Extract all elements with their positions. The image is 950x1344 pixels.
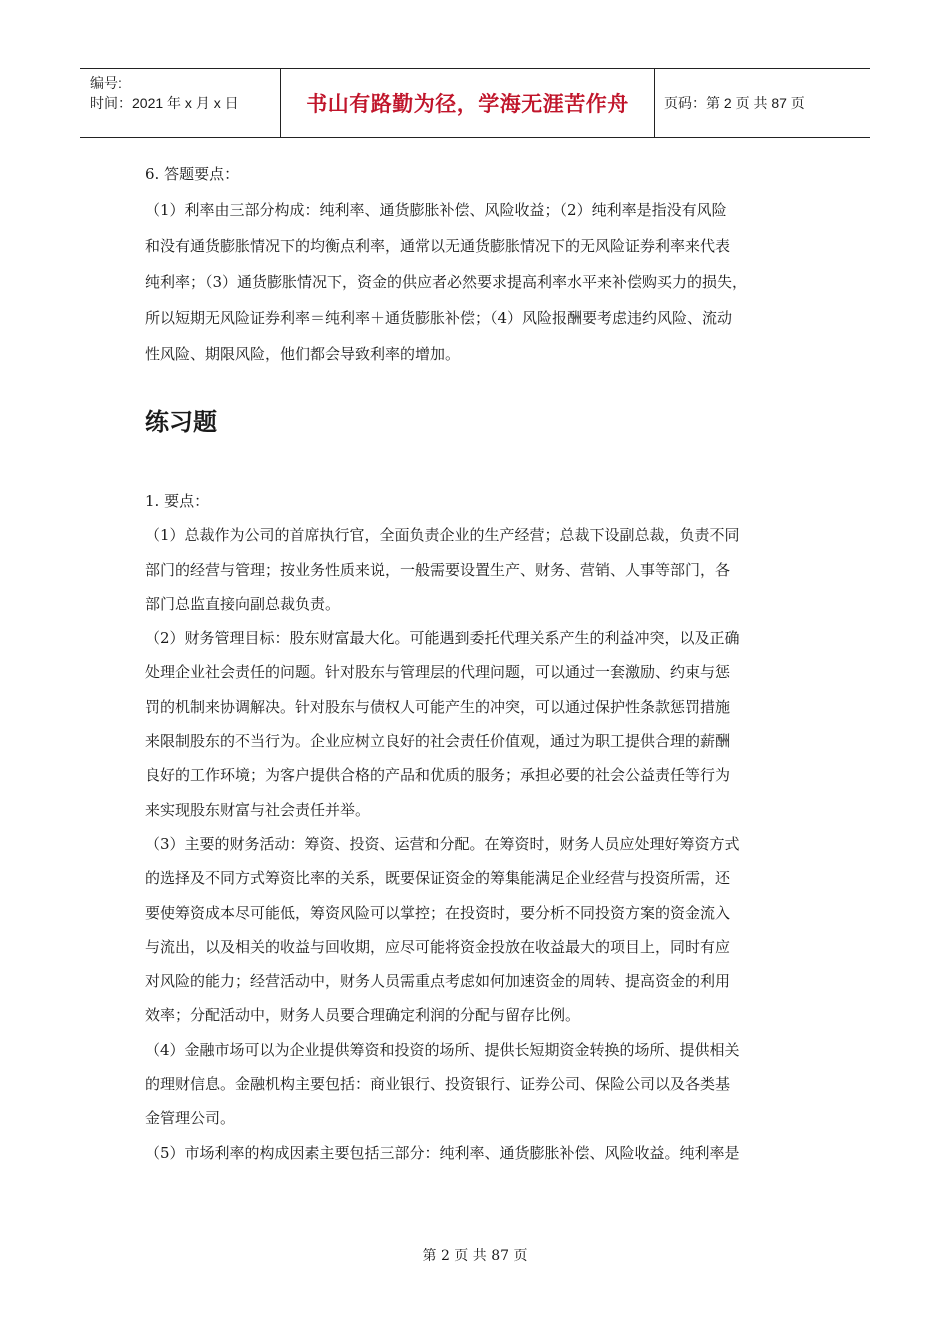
paragraph-line: （3）主要的财务活动：筹资、投资、运营和分配。在筹资时，财务人员应处理好筹资方式 — [145, 834, 740, 853]
paragraph-line: 所以短期无风险证券利率＝纯利率＋通货膨胀补偿；（4）风险报酬要考虑违约风险、流动 — [145, 309, 733, 327]
paragraph-line: 部门的经营与管理；按业务性质来说，一般需要设置生产、财务、营销、人事等部门，各 — [145, 560, 731, 579]
paragraph-line: 效率；分配活动中，财务人员要合理确定利润的分配与留存比例。 — [145, 1006, 581, 1025]
answer-points-block — [145, 156, 810, 372]
paragraph-line: 罚的机制来协调解决。针对股东与债权人可能产生的冲突，可以通过保护性条款惩罚措施 — [145, 697, 731, 716]
footer-page-number: 第 2 页 共 87 页 — [422, 1248, 528, 1264]
section-title: 练习题 — [145, 408, 217, 436]
paragraph-line: 良好的工作环境；为客户提供合格的产品和优质的服务；承担必要的社会公益责任等行为 — [145, 766, 731, 785]
paragraph-line: （5）市场利率的构成因素主要包括三部分：纯利率、通货膨胀补偿、风险收益。纯利率是 — [145, 1143, 740, 1162]
paragraph-line: 的选择及不同方式筹资比率的关系，既要保证资金的筹集能满足企业经营与投资所需，还 — [145, 869, 731, 888]
paragraph-line: （4）金融市场可以为企业提供筹资和投资的场所、提供长短期资金转换的场所、提供相关 — [145, 1040, 740, 1059]
exercise-block — [145, 484, 810, 1170]
header-motto-cell — [281, 69, 655, 137]
document-date: 时间：2021 年 x 月 x 日 — [90, 95, 239, 111]
page-footer — [0, 1246, 950, 1266]
paragraph-line: 来实现股东财富与社会责任并举。 — [145, 800, 371, 819]
paragraph-line: 部门总监直接向副总裁负责。 — [145, 594, 341, 613]
paragraph-line: 1. 要点： — [145, 492, 210, 510]
paragraph-line: 和没有通货膨胀情况下的均衡点利率，通常以无通货膨胀情况下的无风险证券利率来代表 — [145, 237, 731, 255]
document-number-label: 编号: — [90, 75, 122, 91]
paragraph-line: 要使筹资成本尽可能低，筹资风险可以掌控；在投资时，要分析不同投资方案的资金流入 — [145, 903, 731, 922]
paragraph-line: 金管理公司。 — [145, 1109, 236, 1128]
header-motto: 书山有路勤为径，学海无涯苦作舟 — [306, 92, 629, 116]
paragraph-line: 的理财信息。金融机构主要包括：商业银行、投资银行、证券公司、保险公司以及各类基 — [145, 1075, 731, 1094]
paragraph-line: （2）财务管理目标：股东财富最大化。可能遇到委托代理关系产生的利益冲突，以及正确 — [145, 629, 740, 648]
paragraph-line: 性风险、期限风险，他们都会导致利率的增加。 — [145, 345, 461, 363]
paragraph-line: （1）利率由三部分构成：纯利率、通货膨胀补偿、风险收益；（2）纯利率是指没有风险 — [145, 201, 727, 219]
paragraph-line: 6. 答题要点： — [145, 165, 240, 183]
header-page-info: 页码：第 2 页 共 87 页 — [664, 95, 805, 111]
paragraph-line: 与流出，以及相关的收益与回收期，应尽可能将资金投放在收益最大的项目上，同时有应 — [145, 937, 731, 956]
paragraph-line: 处理企业社会责任的问题。针对股东与管理层的代理问题，可以通过一套激励、约束与惩 — [145, 663, 731, 682]
paragraph-line: 来限制股东的不当行为。企业应树立良好的社会责任价值观，通过为职工提供合理的薪酬 — [145, 732, 731, 751]
paragraph-line: 纯利率；（3）通货膨胀情况下，资金的供应者必然要求提高利率水平来补偿购买力的损失， — [145, 273, 748, 291]
paragraph-line: 对风险的能力；经营活动中，财务人员需重点考虑如何加速资金的周转、提高资金的利用 — [145, 972, 731, 991]
paragraph-line: （1）总裁作为公司的首席执行官，全面负责企业的生产经营；总裁下设副总裁，负责不同 — [145, 526, 740, 545]
header-meta-cell — [80, 69, 281, 137]
document-header — [80, 68, 870, 138]
header-page-cell — [655, 69, 870, 137]
